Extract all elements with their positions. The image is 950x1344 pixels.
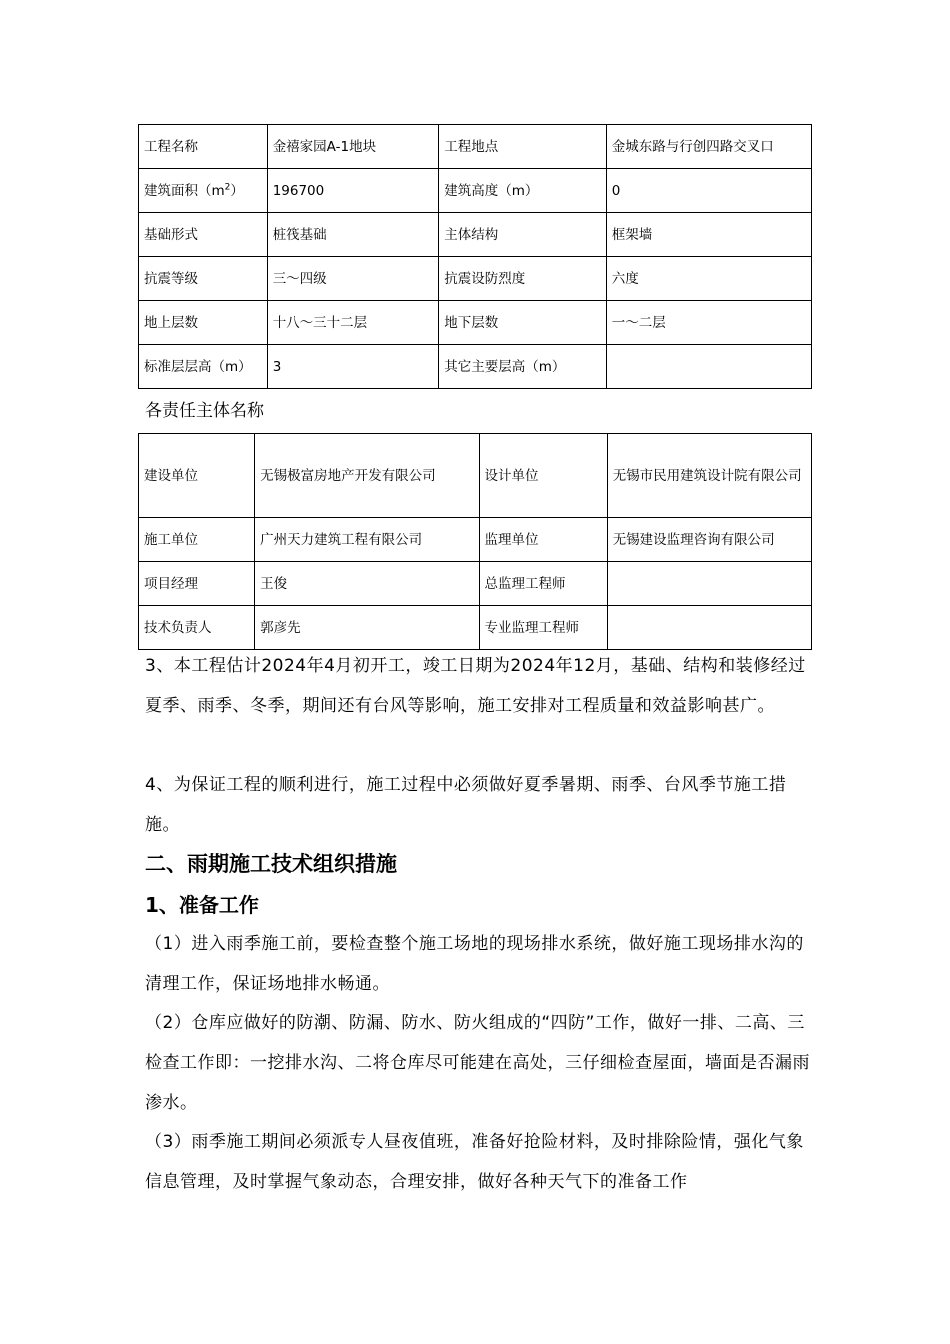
heading-rainy-season: 二、雨期施工技术组织措施 (145, 852, 397, 876)
table-cell: 标准层层高（m） (139, 345, 268, 389)
heading-preparation: 1、准备工作 (145, 893, 259, 917)
area-label-close: ） (230, 182, 244, 199)
paragraph-q2: （2）仓库应做好的防潮、防漏、防水、防火组成的“四防”工作，做好一排、二高、三检查工作即：一挖排水沟、二将仓库尽可能建在高处，三仔细检查屋面，墙面是否漏雨渗水。 (145, 1013, 810, 1113)
table-row (139, 213, 812, 257)
project-info-table (138, 124, 812, 389)
table-cell: 技术负责人 (139, 606, 255, 650)
table-cell: 六度 (606, 257, 811, 301)
area-label: 建筑面积（m (144, 182, 225, 199)
table-cell: 抗震等级 (139, 257, 268, 301)
table-row (139, 257, 812, 301)
table-cell: 抗震设防烈度 (439, 257, 607, 301)
table-row (139, 606, 812, 650)
table-cell (139, 169, 268, 213)
paragraph-3: 3、本工程估计2024年4月初开工，竣工日期为2024年12月，基础、结构和装修经过夏季、雨季、冬季，期间还有台风等影响，施工安排对工程质量和效益影响甚广。 (145, 656, 806, 716)
section-title: 各责任主体名称 (145, 401, 264, 421)
table-cell: 三～四级 (267, 257, 439, 301)
table-row (139, 301, 812, 345)
table-cell: 无锡建设监理咨询有限公司 (607, 518, 811, 562)
table-cell: 金城东路与行创四路交叉口 (606, 125, 811, 169)
table-cell (607, 606, 811, 650)
paragraph-q1: （1）进入雨季施工前，要检查整个施工场地的现场排水系统，做好施工现场排水沟的清理工作，保证场地排水畅通。 (145, 934, 804, 994)
table-cell (606, 345, 811, 389)
table-cell (607, 562, 811, 606)
table-cell: 框架墙 (606, 213, 811, 257)
table-cell: 建设单位 (139, 434, 255, 518)
superscript: 2 (224, 182, 231, 192)
table-cell: 专业监理工程师 (479, 606, 607, 650)
table-cell: 3 (267, 345, 439, 389)
paragraph-q3: （3）雨季施工期间必须派专人昼夜值班，准备好抢险材料，及时排除险情，强化气象信息管理，及时掌握气象动态，合理安排，做好各种天气下的准备工作 (145, 1132, 804, 1192)
table-cell: 郭彦先 (255, 606, 479, 650)
table-row (139, 562, 812, 606)
table-row (139, 434, 812, 518)
table-cell: 建筑高度（m） (439, 169, 607, 213)
table-row (139, 345, 812, 389)
table-cell: 基础形式 (139, 213, 268, 257)
table-cell: 地上层数 (139, 301, 268, 345)
table-cell: 项目经理 (139, 562, 255, 606)
table-cell: 工程地点 (439, 125, 607, 169)
table-cell: 工程名称 (139, 125, 268, 169)
table-row (139, 125, 812, 169)
table-row (139, 169, 812, 213)
table-cell: 施工单位 (139, 518, 255, 562)
table-cell: 主体结构 (439, 213, 607, 257)
table-cell: 一～二层 (606, 301, 811, 345)
table-cell: 0 (606, 169, 811, 213)
table-cell: 设计单位 (479, 434, 607, 518)
paragraph-4: 4、为保证工程的顺利进行，施工过程中必须做好夏季暑期、雨季、台风季节施工措施。 (145, 775, 787, 835)
table-cell: 金禧家园A-1地块 (267, 125, 439, 169)
table-cell: 总监理工程师 (479, 562, 607, 606)
table-cell: 王俊 (255, 562, 479, 606)
table-cell: 其它主要层高（m） (439, 345, 607, 389)
table-cell: 监理单位 (479, 518, 607, 562)
table-cell: 无锡市民用建筑设计院有限公司 (607, 434, 811, 518)
parties-table (138, 433, 812, 650)
table-cell: 196700 (267, 169, 439, 213)
table-cell: 无锡极富房地产开发有限公司 (255, 434, 479, 518)
table-cell: 桩筏基础 (267, 213, 439, 257)
table-cell: 广州天力建筑工程有限公司 (255, 518, 479, 562)
table-cell: 地下层数 (439, 301, 607, 345)
table-row (139, 518, 812, 562)
table-cell: 十八～三十二层 (267, 301, 439, 345)
